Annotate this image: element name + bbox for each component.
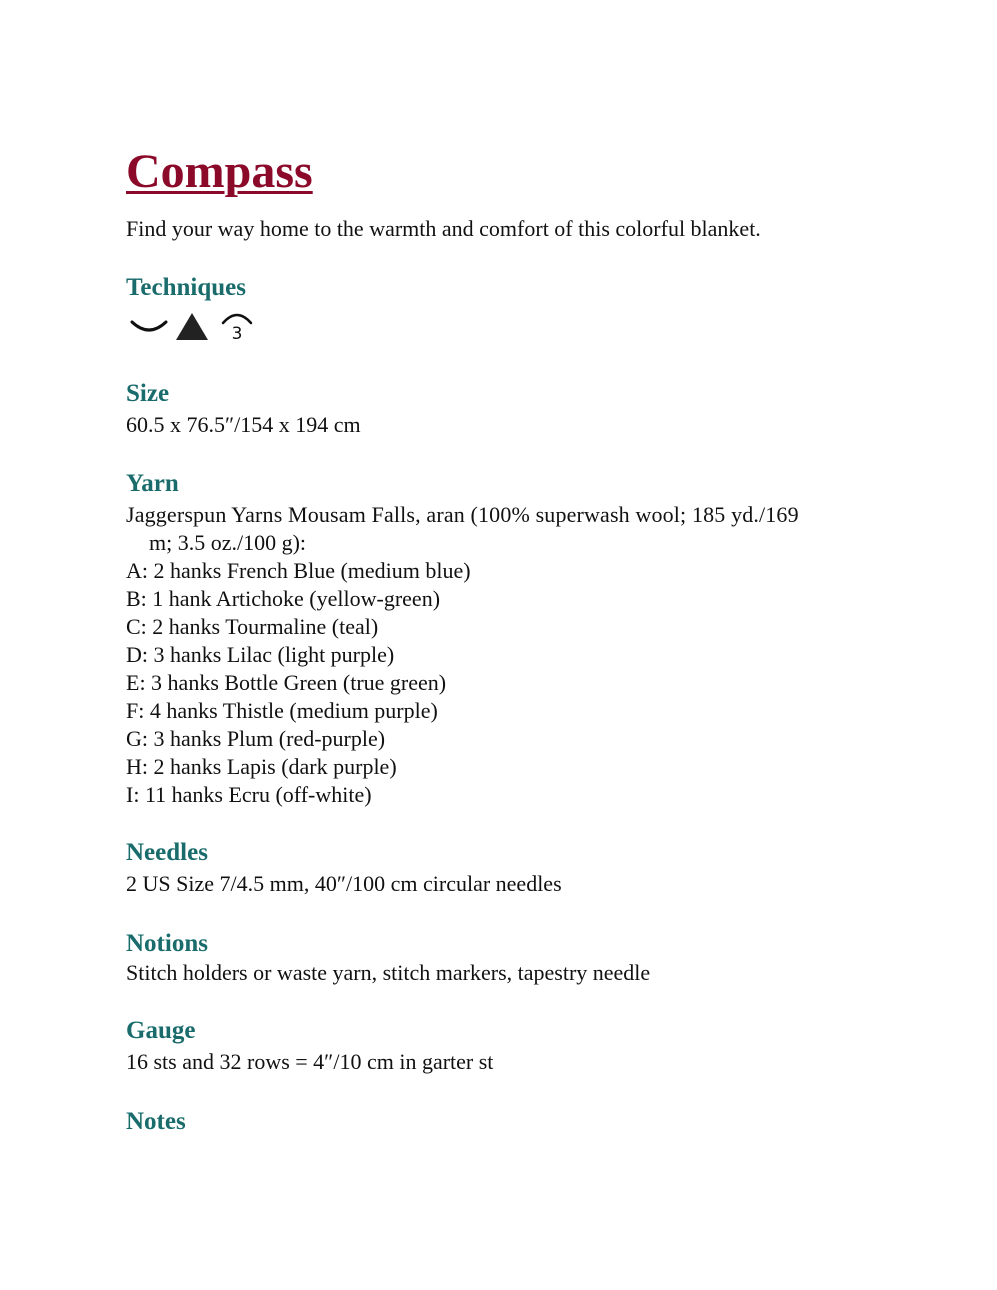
notions-text: Stitch holders or waste yarn, stitch markers, tapestry needle xyxy=(126,960,651,985)
list-item: F: 4 hanks Thistle (medium purple) xyxy=(126,698,438,723)
notions-heading: Notions xyxy=(126,930,208,957)
techniques-heading: Techniques xyxy=(126,274,246,301)
arc-three-icon xyxy=(220,309,254,343)
needles-heading: Needles xyxy=(126,839,208,866)
list-item: C: 2 hanks Tourmaline (teal) xyxy=(126,614,379,639)
yarn-heading: Yarn xyxy=(126,470,179,497)
notes-heading: Notes xyxy=(126,1108,186,1135)
techniques-icons xyxy=(130,308,260,344)
triangle-icon xyxy=(174,311,210,341)
list-item: A: 2 hanks French Blue (medium blue) xyxy=(126,558,471,583)
list-item: B: 1 hank Artichoke (yellow-green) xyxy=(126,586,441,611)
yarn-description xyxy=(126,501,886,557)
pattern-intro: Find your way home to the warmth and comfort of this colorful blanket. xyxy=(126,216,761,241)
yarn-description-line2: m; 3.5 oz./100 g): xyxy=(149,530,307,555)
size-heading: Size xyxy=(126,380,170,407)
smile-curve-icon xyxy=(130,316,168,336)
list-item: H: 2 hanks Lapis (dark purple) xyxy=(126,754,397,779)
yarn-list xyxy=(126,557,471,809)
arc-three-label: 3 xyxy=(231,324,243,343)
list-item: G: 3 hanks Plum (red-purple) xyxy=(126,726,386,751)
yarn-description-line1: Jaggerspun Yarns Mousam Falls, aran (100% superwash wool; 185 yd./169 xyxy=(126,502,799,527)
needles-text: 2 US Size 7/4.5 mm, 40″/100 cm circular needles xyxy=(126,871,562,896)
list-item: D: 3 hanks Lilac (light purple) xyxy=(126,642,395,667)
gauge-text: 16 sts and 32 rows = 4″/10 cm in garter st xyxy=(126,1049,494,1074)
gauge-heading: Gauge xyxy=(126,1017,196,1044)
size-text: 60.5 x 76.5″/154 x 194 cm xyxy=(126,412,361,437)
list-item: E: 3 hanks Bottle Green (true green) xyxy=(126,670,447,695)
pattern-title: Compass xyxy=(126,145,313,198)
list-item: I: 11 hanks Ecru (off-white) xyxy=(126,782,372,807)
